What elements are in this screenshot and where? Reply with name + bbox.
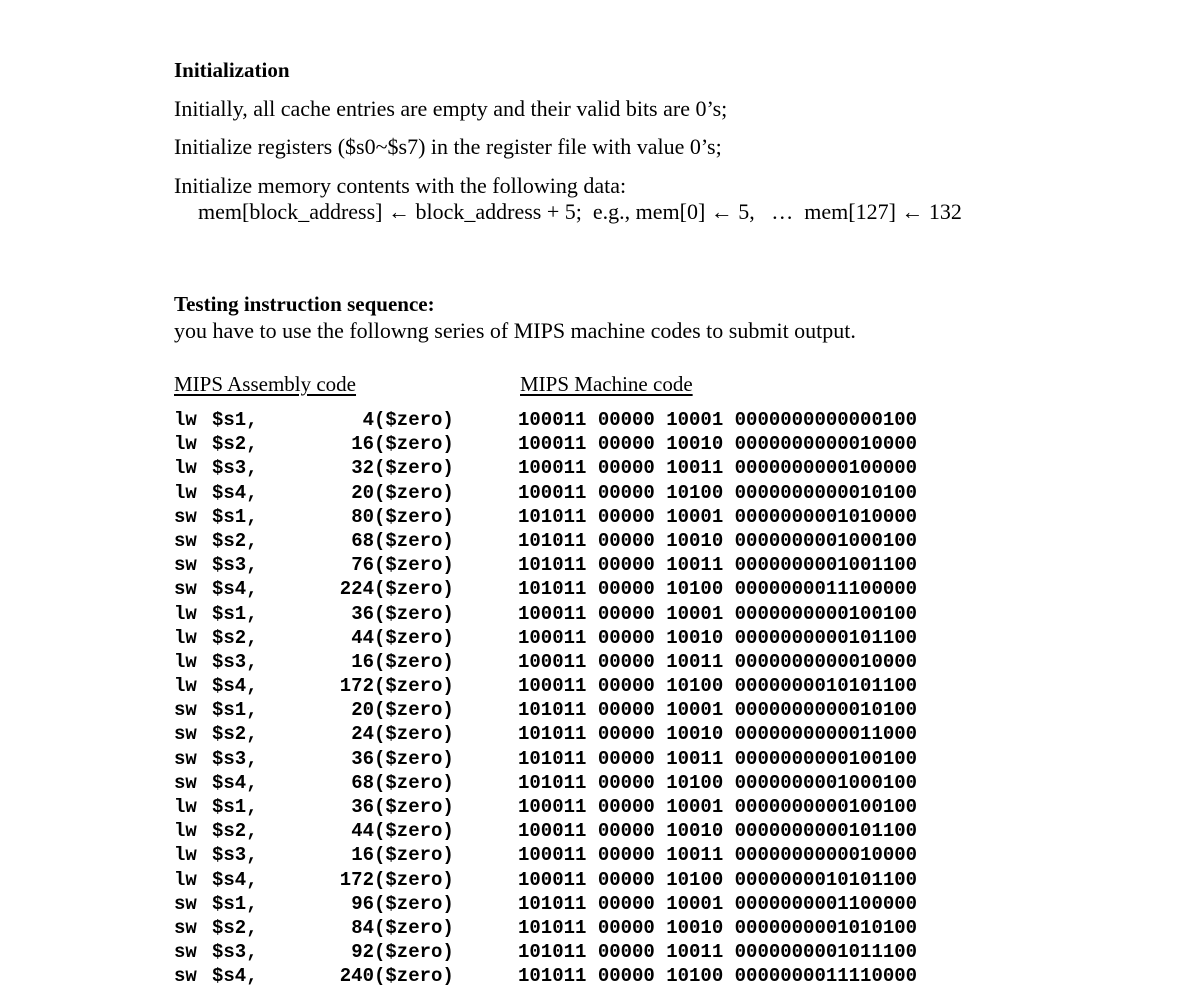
asm-register: $s4, xyxy=(212,675,258,698)
asm-register: $s1, xyxy=(212,409,258,431)
asm-column-header: MIPS Assembly code xyxy=(174,372,357,396)
asm-offset: 32 xyxy=(351,457,374,480)
asm-base-register: ($zero) xyxy=(374,433,454,456)
instruction-row xyxy=(174,941,1074,965)
asm-register: $s4, xyxy=(212,868,258,891)
asm-opcode: sw xyxy=(174,916,197,939)
asm-offset: 224 xyxy=(339,578,374,601)
asm-register: $s3, xyxy=(212,747,258,770)
instruction-row xyxy=(174,844,1074,868)
asm-offset: 24 xyxy=(351,723,374,746)
asm-base-register: ($zero) xyxy=(374,457,454,480)
asm-offset: 68 xyxy=(351,771,374,794)
init-line-registers: Initialize registers ($s0~$s7) in the register file with value 0’s; xyxy=(174,134,722,159)
asm-opcode: lw xyxy=(174,844,197,867)
testing-heading: Testing instruction sequence: xyxy=(174,292,435,316)
asm-offset: 36 xyxy=(351,796,374,818)
asm-base-register: ($zero) xyxy=(374,916,454,939)
machine-code: 101011 00000 10100 0000000001000100 xyxy=(518,771,918,794)
asm-register: $s4, xyxy=(212,578,258,601)
asm-opcode: sw xyxy=(174,941,197,964)
instruction-row xyxy=(174,893,1074,917)
mc-column-header: MIPS Machine code xyxy=(520,372,693,396)
asm-opcode: lw xyxy=(174,626,197,649)
asm-register: $s4, xyxy=(212,965,258,988)
asm-register: $s2, xyxy=(212,723,258,746)
asm-base-register: ($zero) xyxy=(374,529,454,552)
asm-offset: 80 xyxy=(351,505,374,528)
instruction-row xyxy=(174,409,1074,433)
machine-code: 101011 00000 10001 0000000001100000 xyxy=(518,892,918,915)
machine-code: 100011 00000 10100 0000000000010100 xyxy=(518,481,918,504)
asm-register: $s1, xyxy=(212,699,258,722)
asm-register: $s1, xyxy=(212,796,258,818)
machine-code: 101011 00000 10011 0000000001001100 xyxy=(518,554,918,577)
asm-offset: 172 xyxy=(339,868,374,891)
asm-register: $s2, xyxy=(212,529,258,552)
asm-register: $s1, xyxy=(212,602,258,625)
asm-opcode: sw xyxy=(174,578,197,601)
asm-base-register: ($zero) xyxy=(374,892,454,915)
asm-offset: 20 xyxy=(351,481,374,504)
instruction-row xyxy=(174,578,1074,602)
init-line-memory: Initialize memory contents with the following data: xyxy=(174,173,627,198)
asm-opcode: lw xyxy=(174,650,197,673)
asm-offset: 92 xyxy=(351,941,374,964)
instruction-row xyxy=(174,482,1074,506)
instruction-row xyxy=(174,627,1074,651)
asm-register: $s1, xyxy=(212,892,258,915)
instruction-row xyxy=(174,869,1074,893)
asm-base-register: ($zero) xyxy=(374,747,454,770)
instruction-row xyxy=(174,820,1074,844)
asm-opcode: lw xyxy=(174,820,197,843)
init-line-memory-formula: mem[block_address] ← block_address + 5; e.g., mem[0] ← 5, … mem[127] ← 132 xyxy=(198,199,962,224)
instruction-row xyxy=(174,530,1074,554)
initialization-heading: Initialization xyxy=(174,58,290,82)
instruction-row xyxy=(174,772,1074,796)
instruction-row xyxy=(174,651,1074,675)
instruction-row xyxy=(174,433,1074,457)
instruction-row xyxy=(174,506,1074,530)
asm-offset: 4 xyxy=(362,409,374,431)
asm-opcode: sw xyxy=(174,699,197,722)
asm-offset: 36 xyxy=(351,747,374,770)
machine-code: 101011 00000 10011 0000000001011100 xyxy=(518,941,918,964)
asm-opcode: sw xyxy=(174,505,197,528)
asm-offset: 44 xyxy=(351,626,374,649)
asm-opcode: sw xyxy=(174,747,197,770)
machine-code: 100011 00000 10010 0000000000101100 xyxy=(518,626,918,649)
asm-register: $s4, xyxy=(212,771,258,794)
asm-base-register: ($zero) xyxy=(374,675,454,698)
instruction-row xyxy=(174,748,1074,772)
init-line-cache: Initially, all cache entries are empty and their valid bits are 0’s; xyxy=(174,96,728,121)
asm-base-register: ($zero) xyxy=(374,578,454,601)
asm-opcode: lw xyxy=(174,602,197,625)
asm-register: $s2, xyxy=(212,820,258,843)
machine-code: 100011 00000 10011 0000000000010000 xyxy=(518,650,918,673)
asm-register: $s3, xyxy=(212,844,258,867)
asm-base-register: ($zero) xyxy=(374,602,454,625)
instruction-table xyxy=(174,409,1074,990)
machine-code: 101011 00000 10100 0000000011110000 xyxy=(518,965,918,988)
machine-code: 101011 00000 10001 0000000000010100 xyxy=(518,699,918,722)
asm-offset: 240 xyxy=(339,965,374,988)
instruction-row xyxy=(174,699,1074,723)
asm-opcode: lw xyxy=(174,433,197,456)
machine-code: 101011 00000 10011 0000000000100100 xyxy=(518,747,918,770)
machine-code: 101011 00000 10010 0000000001010100 xyxy=(518,916,918,939)
machine-code: 100011 00000 10100 0000000010101100 xyxy=(518,675,918,698)
asm-base-register: ($zero) xyxy=(374,505,454,528)
asm-offset: 68 xyxy=(351,529,374,552)
asm-register: $s3, xyxy=(212,554,258,577)
asm-opcode: sw xyxy=(174,529,197,552)
asm-base-register: ($zero) xyxy=(374,941,454,964)
asm-opcode: lw xyxy=(174,457,197,480)
asm-base-register: ($zero) xyxy=(374,650,454,673)
asm-base-register: ($zero) xyxy=(374,723,454,746)
instruction-row xyxy=(174,796,1074,820)
asm-register: $s4, xyxy=(212,481,258,504)
asm-base-register: ($zero) xyxy=(374,820,454,843)
asm-base-register: ($zero) xyxy=(374,554,454,577)
asm-register: $s2, xyxy=(212,433,258,456)
machine-code: 100011 00000 10011 0000000000010000 xyxy=(518,844,918,867)
asm-offset: 44 xyxy=(351,820,374,843)
instruction-row xyxy=(174,917,1074,941)
asm-opcode: sw xyxy=(174,965,197,988)
instruction-row xyxy=(174,723,1074,747)
asm-register: $s3, xyxy=(212,650,258,673)
machine-code: 101011 00000 10010 0000000001000100 xyxy=(518,529,918,552)
asm-opcode: sw xyxy=(174,723,197,746)
asm-base-register: ($zero) xyxy=(374,844,454,867)
asm-base-register: ($zero) xyxy=(374,699,454,722)
asm-opcode: lw xyxy=(174,868,197,891)
machine-code: 100011 00000 10001 0000000000100100 xyxy=(518,796,918,818)
instruction-row xyxy=(174,554,1074,578)
instruction-row xyxy=(174,457,1074,481)
machine-code: 100011 00000 10011 0000000000100000 xyxy=(518,457,918,480)
asm-base-register: ($zero) xyxy=(374,409,454,431)
machine-code: 100011 00000 10100 0000000010101100 xyxy=(518,868,918,891)
asm-base-register: ($zero) xyxy=(374,771,454,794)
machine-code: 101011 00000 10001 0000000001010000 xyxy=(518,505,918,528)
asm-offset: 172 xyxy=(339,675,374,698)
asm-opcode: sw xyxy=(174,771,197,794)
asm-opcode: lw xyxy=(174,409,197,431)
machine-code: 100011 00000 10010 0000000000010000 xyxy=(518,433,918,456)
asm-opcode: sw xyxy=(174,554,197,577)
asm-offset: 16 xyxy=(351,433,374,456)
machine-code: 101011 00000 10010 0000000000011000 xyxy=(518,723,918,746)
asm-offset: 16 xyxy=(351,650,374,673)
asm-offset: 84 xyxy=(351,916,374,939)
asm-opcode: sw xyxy=(174,892,197,915)
asm-offset: 76 xyxy=(351,554,374,577)
asm-register: $s3, xyxy=(212,941,258,964)
machine-code: 100011 00000 10001 0000000000000100 xyxy=(518,409,918,431)
asm-offset: 16 xyxy=(351,844,374,867)
machine-code: 100011 00000 10010 0000000000101100 xyxy=(518,820,918,843)
asm-offset: 36 xyxy=(351,602,374,625)
asm-opcode: lw xyxy=(174,796,197,818)
asm-base-register: ($zero) xyxy=(374,868,454,891)
asm-opcode: lw xyxy=(174,675,197,698)
asm-register: $s2, xyxy=(212,916,258,939)
instruction-row xyxy=(174,675,1074,699)
asm-base-register: ($zero) xyxy=(374,626,454,649)
asm-base-register: ($zero) xyxy=(374,965,454,988)
asm-offset: 96 xyxy=(351,892,374,915)
asm-opcode: lw xyxy=(174,481,197,504)
machine-code: 101011 00000 10100 0000000011100000 xyxy=(518,578,918,601)
asm-register: $s1, xyxy=(212,505,258,528)
asm-base-register: ($zero) xyxy=(374,796,454,818)
instruction-row xyxy=(174,603,1074,627)
asm-register: $s3, xyxy=(212,457,258,480)
asm-base-register: ($zero) xyxy=(374,481,454,504)
instruction-row xyxy=(174,965,1074,989)
asm-register: $s2, xyxy=(212,626,258,649)
asm-offset: 20 xyxy=(351,699,374,722)
machine-code: 100011 00000 10001 0000000000100100 xyxy=(518,602,918,625)
testing-description: you have to use the followng series of MIPS machine codes to submit output. xyxy=(174,318,856,343)
